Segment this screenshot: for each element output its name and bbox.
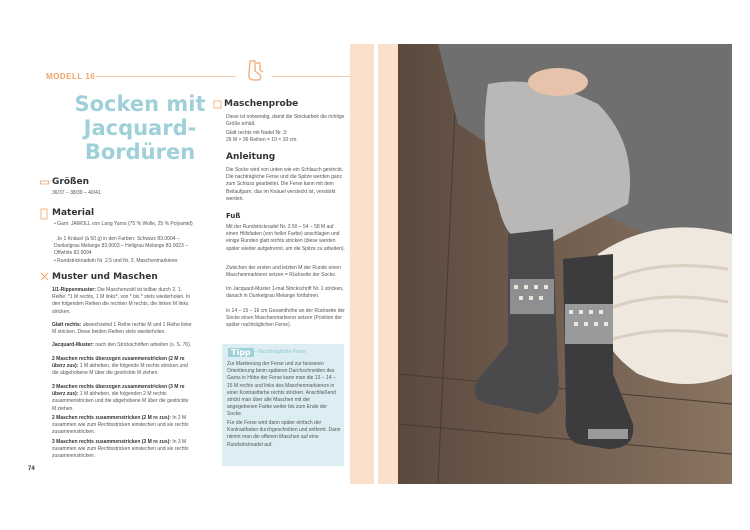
fuss-paragraph: Zwischen der ersten und letzten M der Runde einen Maschenmarkierer setzen = Rückseite der Socke. <box>226 265 341 279</box>
title-line: Bordüren <box>84 140 196 164</box>
fuss-paragraph: Mit der Rundstricknadel Nr. 3 50 – 54 – 58 M auf einen Hilfsfaden (von heller Farbe) anschlagen und einige Runden glatt rechts stricken (diese werden später wieder aufgetrennt, um die Spitze zu arbeiten). <box>226 224 345 252</box>
muster-heading: Muster und Maschen <box>52 272 158 282</box>
yarn-icon <box>40 208 49 220</box>
muster-paragraph: 3 Maschen rechts zusammenstricken (3 M re zus): In 3 M zusammen wie zum Rechtsstricken einstechen und sie rechts zusammenstricken. <box>52 439 189 460</box>
needle-icon <box>40 272 49 281</box>
maschenprobe-text: Glatt rechts mit Nadel Nr. 3: <box>226 130 288 136</box>
model-label: MODELL 16 <box>46 72 96 81</box>
swatch-icon <box>213 100 222 109</box>
anleitung-heading: Anleitung <box>226 152 276 162</box>
maschenprobe-text: Diese ist notwendig, damit die Strickarbeit die richtige Größe erhält. <box>226 114 345 128</box>
tip-subtitle: – Nachträgliche Ferse <box>254 349 306 355</box>
muster-paragraph: 3 Maschen rechts überzogen zusammenstricken (3 M re überz zus): 1 M abheben, die folgenden 2 M rechts zusammenstricken und die abgehobene M über die gestrickte M ziehen. <box>52 384 189 412</box>
fuss-paragraph: In 14 – 15 – 16 cm Gesamthöhe an der Rückseite der Socke einen Maschenmarkierer setzen (Position der später nachträglichen Ferse). <box>226 308 345 329</box>
groessen-text: 36/37 – 38/39 – 40/41 <box>52 190 101 196</box>
tip-paragraph: Zur Markierung der Ferse und zur besseren Orientierung beim späteren Durchschneiden des Garns in Höhe der Ferse kann man die 13 – 14 – 15 M rechts und links des Maschenmarkierers in einer Kontrastfarbe rechts stricken. Anschließend strickt man über alle Maschen mit der angegebenen Farbe weiter bis zum Ende der Socke. <box>227 361 336 418</box>
muster-paragraph: Glatt rechts: abwechselnd 1 Reihe rechte M und 1 Reihe linke M stricken. Diese beiden Reihen stets wiederholen. <box>52 322 192 336</box>
tip-box <box>222 344 344 466</box>
fuss-paragraph: Im Jacquard-Muster 1-mal Strickschrift Nr. 1 stricken, danach in Dunkelgrau Melange fortfahren. <box>226 286 344 300</box>
groessen-heading: Größen <box>52 177 89 187</box>
fuss-heading: Fuß <box>226 212 241 220</box>
muster-paragraph: 2 Maschen rechts überzogen zusammenstricken (2 M re überz zus): 1 M abheben, die folgende M rechts stricken und die abgehobene M über die gestrickte M ziehen. <box>52 356 188 377</box>
model-header <box>46 72 346 86</box>
decor-strip <box>350 44 374 484</box>
title-line: Jacquard- <box>83 116 197 140</box>
maschenprobe-text: 26 M × 36 Reihen = 10 × 10 cm. <box>226 137 298 143</box>
decor-strip <box>378 44 398 484</box>
muster-paragraph: 1/1-Rippenmuster: Die Maschenzahl ist teilbar durch 2. 1. Reihe: *1 M rechts, 1 M links*, von * bis * stets wiederholen. In den folgenden Reihen die rechten M rechts, die linken M links stricken. <box>52 287 191 315</box>
page-number: 74 <box>28 466 35 472</box>
left-page <box>0 0 372 530</box>
maschenprobe-heading: Maschenprobe <box>224 99 299 109</box>
page-title <box>70 92 210 164</box>
tip-paragraph: Für die Ferse wird dann später einfach der Kontrastfaden durchgeschnitten und entfernt. Dann nimmt man die offenen Maschen auf eine Rundstricknadel auf. <box>227 420 341 448</box>
tip-title: Tipp <box>228 348 254 357</box>
material-heading: Material <box>52 208 95 218</box>
muster-paragraph: 2 Maschen rechts zusammenstricken (2 M re zus): In 2 M zusammen wie zum Rechtsstricken einstechen und sie rechts zusammenstricken. <box>52 415 189 436</box>
material-item: • Garn: JAWOLL von Lang Yarns (75 % Wolle, 25 % Polyamid) <box>54 221 193 227</box>
socks-photo <box>398 44 732 484</box>
title-line: Socken mit <box>74 92 206 116</box>
anleitung-text: Die Socke wird von unten wie ein Schlauch gestrickt. Die nachträgliche Ferse und die Spitze werden ganz zum Schluss gearbeitet. Die Ferse kann mit dem Beilaufgarn, das im Knäuel versteckt ist, verstärkt werden. <box>226 167 344 202</box>
material-item: • Rundstricknadeln Nr. 2,5 und Nr. 3, Maschenmarkierer <box>54 258 178 264</box>
model-rule <box>96 76 236 77</box>
sock-icon <box>242 58 268 84</box>
ruler-icon <box>40 178 49 187</box>
model-rule-right <box>272 76 350 77</box>
photo-illustration <box>398 44 732 484</box>
material-item: Je 1 Knäuel (à 50 g) in den Farben: Schwarz 83.0004 – Dunkelgrau Melange 83.0003 – Hellgrau Melange 83.0023 – Offwhite 83.0094 <box>54 236 188 257</box>
muster-paragraph: Jacquard-Muster: nach den Strickschriften arbeiten (s. S. 76). <box>52 342 192 348</box>
